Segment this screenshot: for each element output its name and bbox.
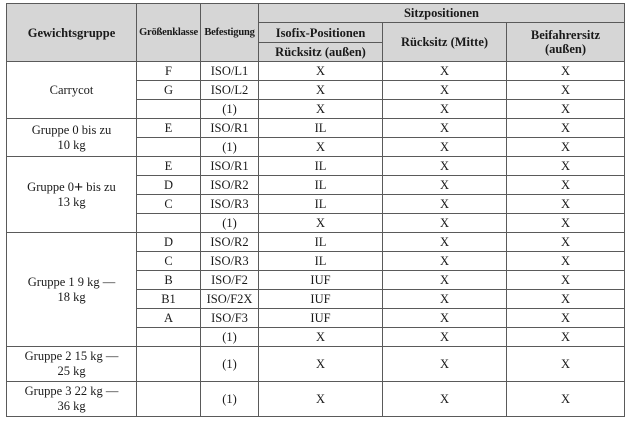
- cell-ruecksitz-aussen: X: [259, 62, 383, 81]
- cell-beifahrersitz: X: [507, 195, 625, 214]
- cell-klasse: B1: [137, 290, 201, 309]
- header-befestigung: Befestigung: [201, 4, 259, 62]
- cell-beifahrersitz: X: [507, 252, 625, 271]
- group-name-line: Carrycot: [49, 82, 94, 97]
- cell-ruecksitz-aussen: IUF: [259, 309, 383, 328]
- cell-beifahrersitz: X: [507, 347, 625, 382]
- group-name-line: bis zu: [86, 179, 116, 194]
- cell-beifahrersitz: X: [507, 328, 625, 347]
- cell-befestigung: ISO/R3: [201, 195, 259, 214]
- group-name-line: 18 kg: [57, 289, 86, 304]
- cell-ruecksitz-aussen: IL: [259, 119, 383, 138]
- group-name-line: 36 kg: [57, 399, 86, 413]
- group-name-line: Gruppe 0: [27, 179, 75, 194]
- cell-ruecksitz-mitte: X: [383, 157, 507, 176]
- cell-beifahrersitz: X: [507, 382, 625, 417]
- cell-befestigung: (1): [201, 100, 259, 119]
- cell-befestigung: ISO/R1: [201, 157, 259, 176]
- cell-ruecksitz-mitte: X: [383, 382, 507, 417]
- cell-ruecksitz-aussen: X: [259, 214, 383, 233]
- cell-befestigung: ISO/F3: [201, 309, 259, 328]
- cell-befestigung: ISO/R2: [201, 233, 259, 252]
- cell-ruecksitz-mitte: X: [383, 81, 507, 100]
- cell-beifahrersitz: X: [507, 138, 625, 157]
- group-gruppe-1: [7, 233, 137, 347]
- cell-klasse: G: [137, 81, 201, 100]
- cell-klasse: D: [137, 176, 201, 195]
- cell-klasse: [137, 347, 201, 382]
- cell-beifahrersitz: X: [507, 119, 625, 138]
- group-name-line: Gruppe 2 15 kg —: [24, 349, 119, 363]
- cell-befestigung: ISO/L1: [201, 62, 259, 81]
- cell-ruecksitz-mitte: X: [383, 252, 507, 271]
- cell-ruecksitz-mitte: X: [383, 214, 507, 233]
- cell-klasse: [137, 214, 201, 233]
- cell-ruecksitz-mitte: X: [383, 176, 507, 195]
- cell-ruecksitz-mitte: X: [383, 62, 507, 81]
- group-gruppe-0-plus: [7, 157, 137, 233]
- cell-befestigung: ISO/F2: [201, 271, 259, 290]
- group-gruppe-3: [7, 382, 137, 417]
- header-groessenklasse: Größenklasse: [137, 4, 201, 62]
- cell-ruecksitz-mitte: X: [383, 328, 507, 347]
- cell-klasse: E: [137, 157, 201, 176]
- cell-befestigung: ISO/R2: [201, 176, 259, 195]
- cell-beifahrersitz: X: [507, 176, 625, 195]
- table-container: [6, 3, 625, 417]
- cell-klasse: B: [137, 271, 201, 290]
- cell-klasse: [137, 382, 201, 417]
- cell-ruecksitz-mitte: X: [383, 195, 507, 214]
- cell-befestigung: (1): [201, 347, 259, 382]
- cell-beifahrersitz: X: [507, 157, 625, 176]
- header-gewichtsgruppe: Gewichtsgruppe: [7, 4, 137, 62]
- cell-ruecksitz-mitte: X: [383, 347, 507, 382]
- group-carrycot: [7, 62, 137, 119]
- cell-ruecksitz-aussen: IL: [259, 176, 383, 195]
- cell-befestigung: (1): [201, 382, 259, 417]
- cell-ruecksitz-mitte: X: [383, 271, 507, 290]
- cell-befestigung: (1): [201, 214, 259, 233]
- cell-ruecksitz-aussen: IL: [259, 252, 383, 271]
- cell-ruecksitz-mitte: X: [383, 290, 507, 309]
- cell-ruecksitz-mitte: X: [383, 138, 507, 157]
- cell-ruecksitz-aussen: IL: [259, 157, 383, 176]
- cell-klasse: F: [137, 62, 201, 81]
- cell-befestigung: (1): [201, 328, 259, 347]
- cell-befestigung: ISO/L2: [201, 81, 259, 100]
- cell-ruecksitz-aussen: IL: [259, 195, 383, 214]
- cell-beifahrersitz: X: [507, 81, 625, 100]
- group-name-line: Gruppe 1 9 kg —: [27, 274, 116, 289]
- group-name-line: 10 kg: [57, 137, 86, 152]
- cell-befestigung: ISO/R1: [201, 119, 259, 138]
- cell-klasse: A: [137, 309, 201, 328]
- cell-beifahrersitz: X: [507, 100, 625, 119]
- header-sitzpositionen: Sitzpositionen: [259, 4, 625, 23]
- header-beifahrersitz: [507, 23, 625, 62]
- isofix-table: [6, 3, 625, 417]
- group-name-line: Gruppe 3 22 kg —: [24, 384, 119, 398]
- cell-beifahrersitz: X: [507, 309, 625, 328]
- cell-ruecksitz-aussen: X: [259, 382, 383, 417]
- cell-ruecksitz-aussen: X: [259, 81, 383, 100]
- cell-ruecksitz-aussen: IUF: [259, 290, 383, 309]
- cell-ruecksitz-mitte: X: [383, 100, 507, 119]
- cell-ruecksitz-aussen: X: [259, 328, 383, 347]
- plus-icon: +: [74, 178, 84, 196]
- cell-beifahrersitz: X: [507, 233, 625, 252]
- cell-ruecksitz-aussen: X: [259, 347, 383, 382]
- cell-klasse: [137, 138, 201, 157]
- cell-ruecksitz-mitte: X: [383, 119, 507, 138]
- header-beifahrersitz-line2: (außen): [545, 42, 586, 56]
- cell-befestigung: ISO/R3: [201, 252, 259, 271]
- header-ruecksitz-mitte: Rücksitz (Mitte): [383, 23, 507, 62]
- cell-klasse: [137, 100, 201, 119]
- cell-ruecksitz-aussen: X: [259, 138, 383, 157]
- cell-beifahrersitz: X: [507, 214, 625, 233]
- cell-beifahrersitz: X: [507, 271, 625, 290]
- group-gruppe-0: [7, 119, 137, 157]
- cell-klasse: [137, 328, 201, 347]
- cell-klasse: E: [137, 119, 201, 138]
- cell-befestigung: (1): [201, 138, 259, 157]
- group-name-line: Gruppe 0 bis zu: [31, 122, 112, 137]
- group-gruppe-2: [7, 347, 137, 382]
- cell-beifahrersitz: X: [507, 62, 625, 81]
- group-name-line: 25 kg: [57, 364, 86, 378]
- group-name-line: 13 kg: [57, 194, 86, 209]
- header-isofix-positionen: Isofix-Positionen: [259, 23, 383, 43]
- cell-klasse: D: [137, 233, 201, 252]
- cell-beifahrersitz: X: [507, 290, 625, 309]
- cell-ruecksitz-mitte: X: [383, 309, 507, 328]
- cell-klasse: C: [137, 252, 201, 271]
- header-beifahrersitz-line1: Beifahrersitz: [530, 28, 601, 42]
- cell-ruecksitz-aussen: IUF: [259, 271, 383, 290]
- cell-befestigung: ISO/F2X: [201, 290, 259, 309]
- header-ruecksitz-aussen: Rücksitz (außen): [259, 43, 383, 62]
- cell-ruecksitz-mitte: X: [383, 233, 507, 252]
- cell-ruecksitz-aussen: IL: [259, 233, 383, 252]
- cell-klasse: C: [137, 195, 201, 214]
- cell-ruecksitz-aussen: X: [259, 100, 383, 119]
